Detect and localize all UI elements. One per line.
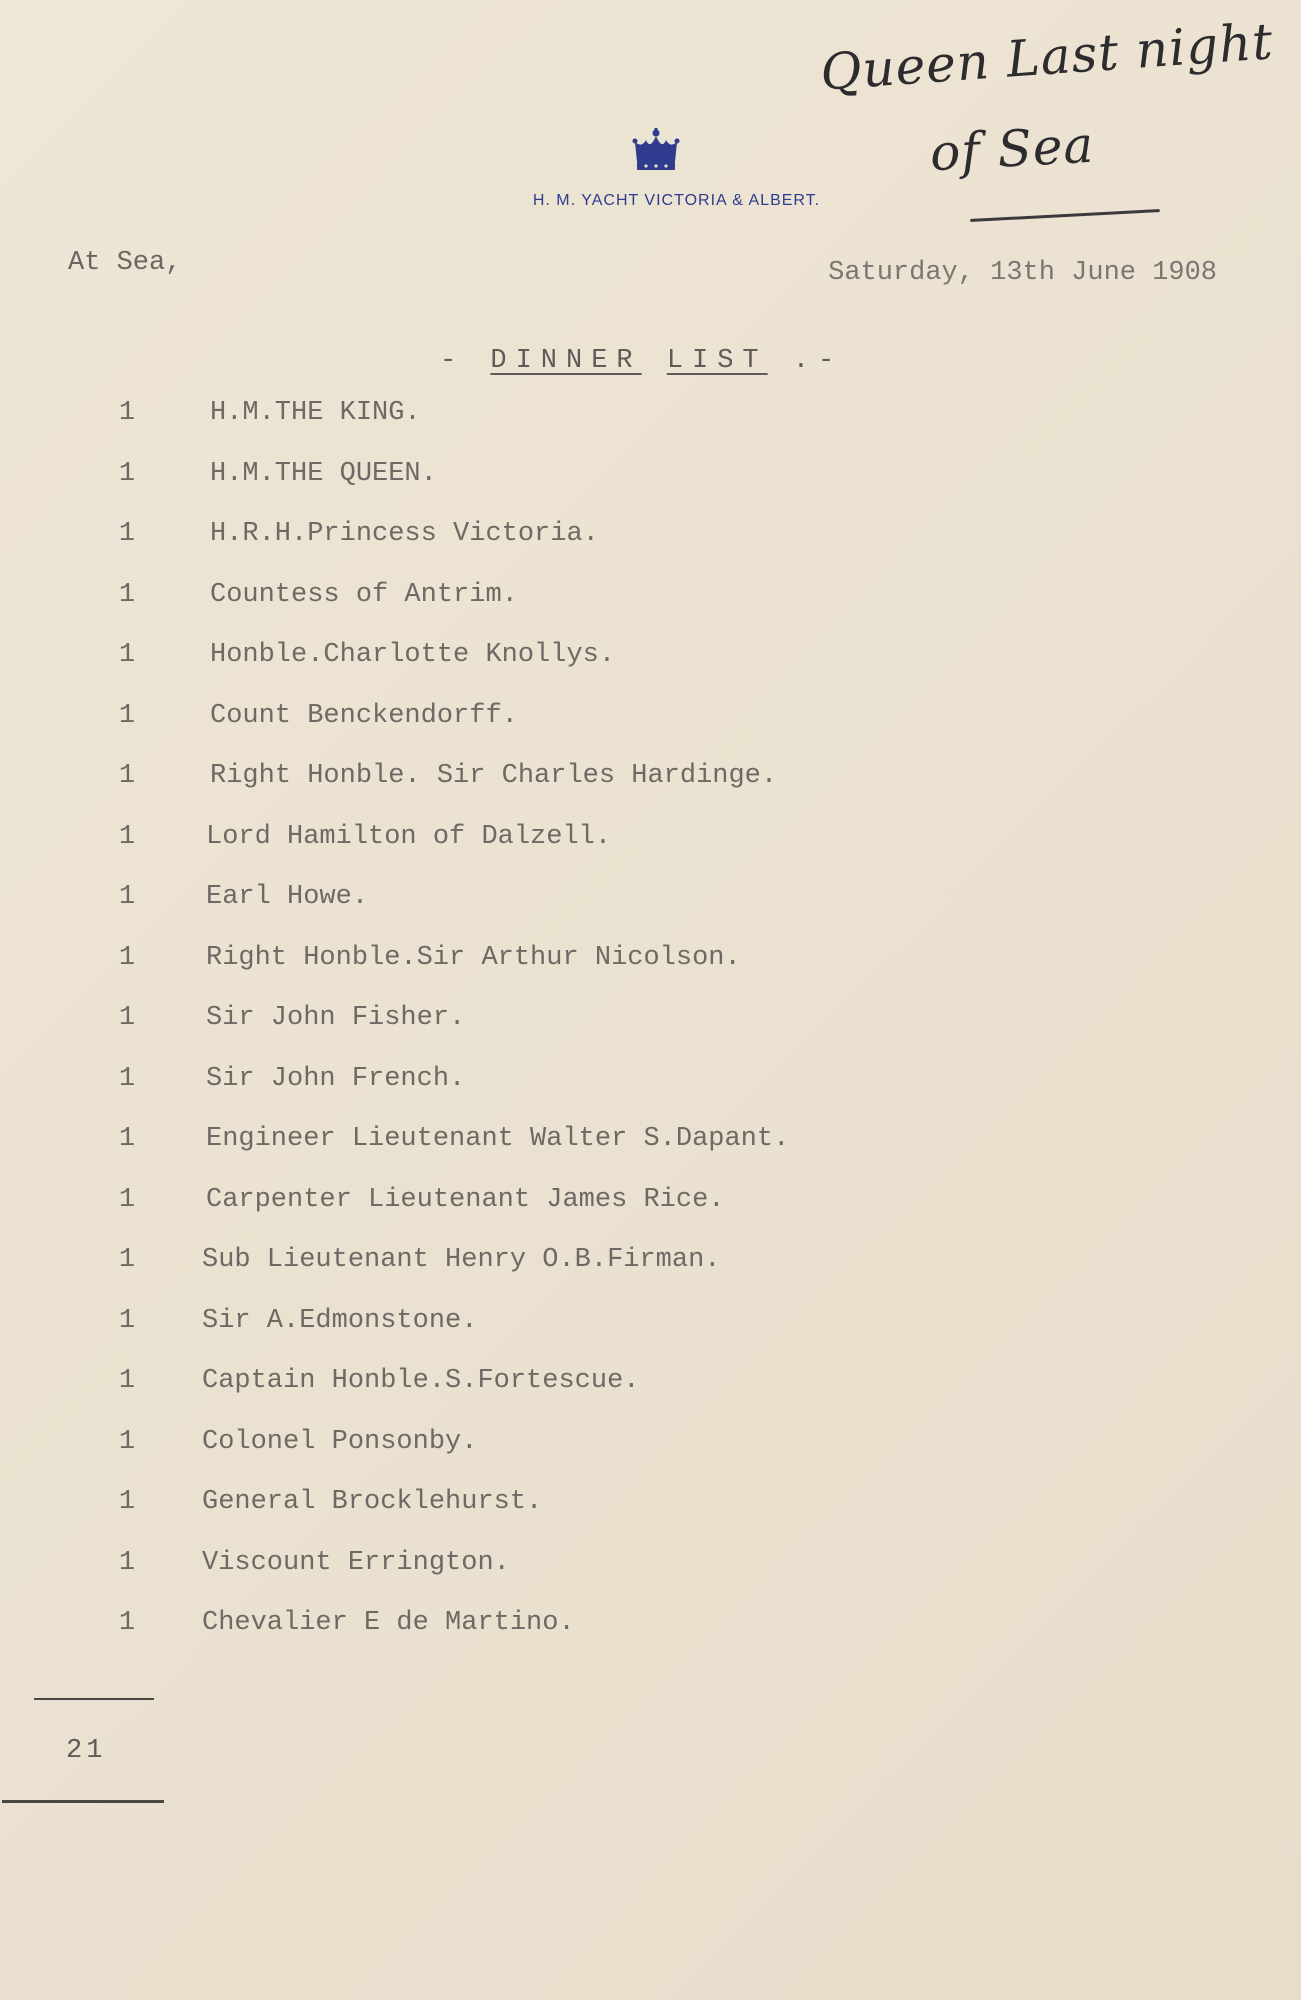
guest-row xyxy=(0,1487,1301,1548)
title-word-dinner: DINNER xyxy=(490,346,642,376)
handwritten-note-line2: of Sea xyxy=(928,115,1096,183)
title-word-list: LIST xyxy=(666,346,768,376)
guest-count: 1 xyxy=(118,1608,136,1638)
guest-count: 1 xyxy=(118,458,136,489)
guest-row xyxy=(0,519,1301,580)
guest-row xyxy=(0,1608,1301,1669)
guest-row xyxy=(0,398,1301,459)
place-line: At Sea, xyxy=(68,248,182,278)
guest-row xyxy=(0,1548,1301,1609)
guest-count: 1 xyxy=(118,1063,136,1094)
guest-count: 1 xyxy=(118,519,136,549)
guest-row xyxy=(0,1003,1301,1064)
guest-row xyxy=(0,701,1301,762)
crown-icon xyxy=(632,128,680,172)
guest-name: H.M.THE KING. xyxy=(210,398,421,428)
guest-row xyxy=(0,580,1301,641)
guest-count: 1 xyxy=(118,1003,136,1033)
guest-name: Engineer Lieutenant Walter S.Dapant. xyxy=(206,1124,790,1154)
guest-count: 1 xyxy=(118,761,136,791)
title-prefix: - xyxy=(440,346,491,376)
guest-count: 1 xyxy=(118,1124,136,1154)
guest-count: 1 xyxy=(118,882,136,912)
guest-row xyxy=(0,459,1301,520)
guest-name: Sir A.Edmonstone. xyxy=(202,1305,478,1336)
document-title xyxy=(440,346,843,376)
guest-name: Sir John French. xyxy=(206,1063,466,1094)
guest-name: Chevalier E de Martino. xyxy=(202,1608,575,1638)
title-suffix: .- xyxy=(767,346,844,376)
guest-name: Carpenter Lieutenant James Rice. xyxy=(206,1184,725,1215)
guest-count: 1 xyxy=(118,942,136,973)
guest-count: 1 xyxy=(118,1487,136,1517)
guest-count: 1 xyxy=(118,1184,136,1215)
guest-name: Honble.Charlotte Knollys. xyxy=(210,640,616,670)
handwritten-underline xyxy=(970,209,1160,222)
total-rule-bottom xyxy=(2,1800,164,1803)
guest-row xyxy=(0,1245,1301,1306)
guest-count: 1 xyxy=(118,1426,136,1457)
guest-name: H.R.H.Princess Victoria. xyxy=(210,519,599,549)
guest-name: Viscount Errington. xyxy=(202,1547,510,1578)
guest-count: 1 xyxy=(118,1547,136,1578)
total-rule-top xyxy=(34,1698,154,1700)
guest-row xyxy=(0,1185,1301,1246)
guest-row xyxy=(0,1427,1301,1488)
guest-name: Earl Howe. xyxy=(206,882,369,912)
guest-list xyxy=(0,398,1301,1669)
guest-name: H.M.THE QUEEN. xyxy=(210,458,437,489)
guest-row xyxy=(0,1306,1301,1367)
guest-name: Right Honble.Sir Arthur Nicolson. xyxy=(206,942,741,973)
handwritten-note-line1: Queen Last night xyxy=(818,12,1276,102)
guest-name: General Brocklehurst. xyxy=(202,1487,543,1517)
guest-count: 1 xyxy=(118,1305,136,1336)
guest-row xyxy=(0,1124,1301,1185)
guest-name: Countess of Antrim. xyxy=(210,579,518,610)
guest-name: Count Benckendorff. xyxy=(210,700,518,731)
letterhead: H. M. YACHT VICTORIA & ALBERT. xyxy=(532,192,821,209)
guest-row xyxy=(0,761,1301,822)
guest-name: Sub Lieutenant Henry O.B.Firman. xyxy=(202,1245,721,1275)
guest-row xyxy=(0,1366,1301,1427)
guest-count: 1 xyxy=(118,821,136,852)
guest-count: 1 xyxy=(118,640,136,670)
guest-row xyxy=(0,640,1301,701)
guest-count: 1 xyxy=(118,700,136,731)
guest-name: Sir John Fisher. xyxy=(206,1003,466,1033)
guest-row xyxy=(0,822,1301,883)
guest-count: 1 xyxy=(118,398,136,428)
guest-count: 1 xyxy=(118,1366,136,1396)
guest-name: Colonel Ponsonby. xyxy=(202,1426,478,1457)
guest-name: Lord Hamilton of Dalzell. xyxy=(206,821,612,852)
guest-count: 1 xyxy=(118,1245,136,1275)
guest-row xyxy=(0,1064,1301,1125)
guest-row xyxy=(0,943,1301,1004)
date-line: Saturday, 13th June 1908 xyxy=(828,258,1217,288)
guest-count: 1 xyxy=(118,579,136,610)
guest-name: Right Honble. Sir Charles Hardinge. xyxy=(210,761,778,791)
guest-name: Captain Honble.S.Fortescue. xyxy=(202,1366,640,1396)
guest-row xyxy=(0,882,1301,943)
guest-total: 21 xyxy=(66,1736,107,1766)
